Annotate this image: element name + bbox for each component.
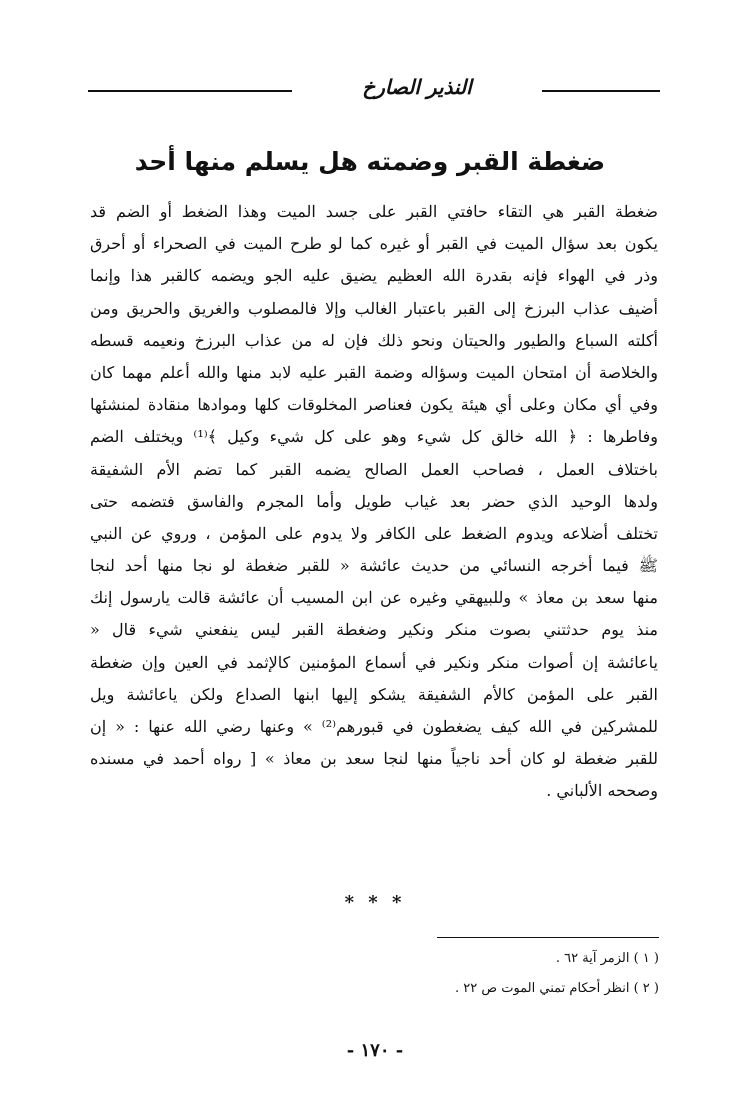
text-line: أكلته السباع والطيور والحيتان ونحو ذلك فإن له من عذاب البرزخ ونعيمه قسطه bbox=[90, 330, 658, 350]
section-separator: * * * bbox=[344, 892, 406, 913]
text-line: وفاطرها : ﴿ الله خالق كل شيء وهو على كل شيء وكيل ﴾⁽¹⁾ ويختلف الضم bbox=[90, 427, 658, 447]
text-line: للقبر ضغطة لو كان أحد ناجياً منها لنجا سعد بن معاذ » [ رواه أحمد في مسنده bbox=[90, 749, 658, 769]
text-line: ياعائشة إن أصوات منكر ونكير في أسماع المؤمنين كالإثمد في العين وإن ضغطة bbox=[90, 652, 658, 672]
page-number: - ١٧٠ - bbox=[346, 1040, 404, 1061]
text-line: يكون بعد سؤال الميت في القبر أو غيره كما لو طرح الميت في الصحراء أو أحرق bbox=[90, 234, 658, 254]
footnote-rule bbox=[437, 937, 659, 938]
text-line: وذر في الهواء فإنه بقدرة الله العظيم يضيق عليه الجو ويضمه كالقبر هذا وإنما bbox=[90, 266, 658, 286]
text-line: ضغطة القبر هي التقاء حافتي القبر على جسد الميت وهذا الضغط أو الضم قد bbox=[90, 202, 658, 221]
header-rule-left bbox=[88, 90, 292, 92]
text-line: ﷺ فيما أخرجه النسائي من حديث عائشة « للقبر ضغطة لو نجا منها أحد لنجا bbox=[90, 556, 658, 576]
footnotes bbox=[259, 944, 659, 1004]
chapter-heading: ضغطة القبر وضمته هل يسلم منها أحد bbox=[134, 147, 606, 176]
text-line: منذ يوم حدثتني بصوت منكر ونكير وضغطة القبر ليس ينفعني شيء قال « bbox=[90, 620, 658, 640]
footnote-1: ( ١ ) الزمر آية ٦٢ . bbox=[555, 951, 659, 966]
footnote-2: ( ٢ ) انظر أحكام تمني الموت ص ٢٢ . bbox=[455, 981, 659, 996]
text-line: تختلف أضلاعه ويدوم الضغط على الكافر ولا يدوم على المؤمن ، وروي عن النبي bbox=[90, 523, 658, 543]
text-line: وفي أي مكان وعلى أي هيئة يكون فعناصر المخلوقات كلها وموادها منقادة لمنشئها bbox=[90, 395, 658, 415]
running-title: النذير الصارخ bbox=[362, 75, 472, 99]
text-line: باختلاف العمل ، فصاحب العمل الصالح يضمه القبر كما تضم الأم الشفيقة bbox=[90, 459, 658, 479]
text-line: ولدها الوحيد الذي حضر بعد غياب طويل وأما المجرم والفاسق فتضمه حتى bbox=[90, 491, 658, 511]
text-line: منها سعد بن معاذ » وللبيهقي وغيره عن ابن المسيب أن عائشة قالت يارسول إنك bbox=[90, 588, 658, 608]
header-rule-right bbox=[542, 90, 660, 92]
text-line: القبر على المؤمن كالأم الشفيقة يشكو إليها ابنها الصداع ولكن ياعائشة ويل bbox=[90, 684, 658, 704]
body-text bbox=[90, 196, 658, 808]
text-line: والخلاصة أن امتحان الميت وسؤاله وضمة القبر عليه لابد منها والله أعلم مهما كان bbox=[90, 362, 658, 382]
running-header bbox=[88, 70, 660, 104]
text-line: للمشركين في الله كيف يضغطون في قبورهم⁽²⁾ » وعنها رضي الله عنها : « إن bbox=[90, 717, 658, 736]
text-line-last: وصححه الألباني . bbox=[546, 781, 658, 801]
text-line: أضيف عذاب البرزخ إلى القبر باعتبار الغالب وإلا فالمصلوب والغريق والحريق ومن bbox=[90, 298, 658, 318]
